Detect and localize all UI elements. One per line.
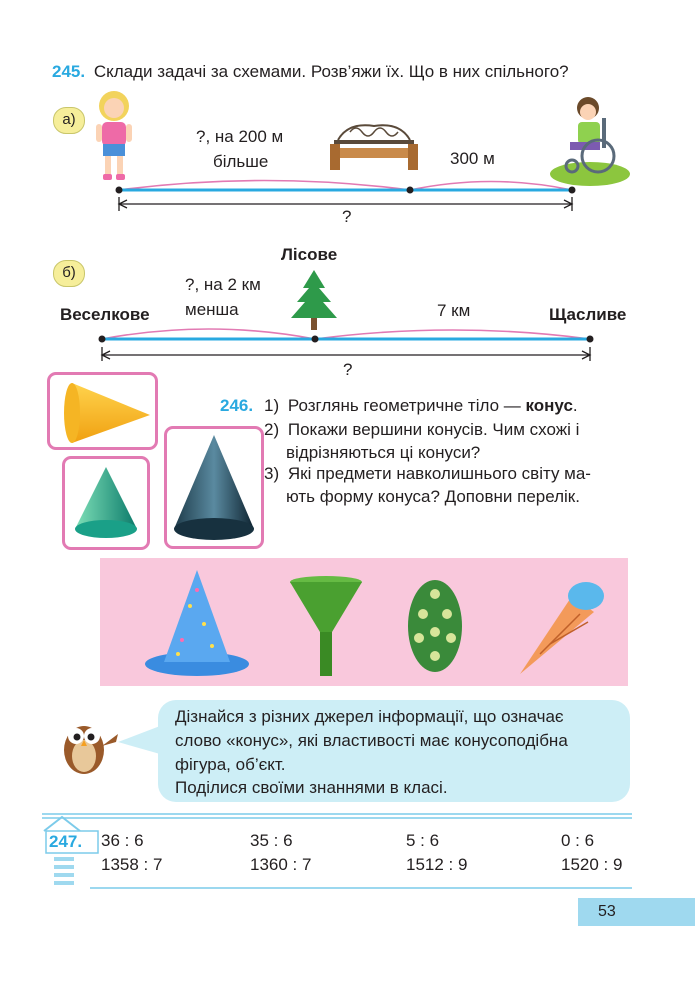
item-text-line1: Які предмети навколишнього світу ма- — [287, 464, 591, 483]
bubble-tail — [118, 724, 162, 756]
yellow-cone — [50, 375, 155, 447]
info-bubble — [158, 700, 630, 802]
bench-illustration — [328, 118, 420, 174]
expr-r2c3: 1512 : 9 — [406, 855, 468, 874]
item-number: 1) — [264, 396, 280, 415]
expr-r1c2: 35 : 6 — [250, 831, 293, 850]
page-number: 53 — [598, 903, 616, 920]
cone-box-yellow — [47, 372, 158, 450]
b-segment2-label: 7 км — [437, 301, 471, 320]
page-number-tab — [578, 898, 695, 926]
item-text-line2: відрізняються ці конуси? — [286, 443, 481, 462]
cone-box-green — [62, 456, 150, 550]
funnel — [286, 576, 366, 678]
b-segment1-label-line2: менша — [185, 300, 239, 319]
a-total-label: ? — [342, 207, 352, 226]
info-line-3: фігура, об’єкт. — [175, 755, 286, 774]
task-245-heading — [52, 62, 569, 82]
item-number: 3) — [264, 464, 280, 483]
task-246-item-2 — [264, 420, 644, 463]
item-text-line1: Покажи вершини конусів. Чим схожі і — [287, 420, 580, 439]
item-text-end: . — [572, 396, 578, 415]
diagram-b — [93, 323, 601, 363]
task-246-item-1 — [264, 396, 578, 416]
middle-place-label: Лісове — [281, 245, 338, 264]
task-246-number: 246. — [220, 396, 254, 415]
expr-r2c4: 1520 : 9 — [561, 855, 623, 874]
expr-r2c1: 1358 : 7 — [101, 855, 163, 874]
ice-cream-cone — [510, 566, 610, 678]
b-segment1-label-line1: ?, на 2 км — [185, 275, 261, 294]
task-247-number: 247. — [49, 832, 83, 851]
task-number: 245. — [52, 62, 86, 81]
expr-r1c4: 0 : 6 — [561, 831, 595, 850]
info-line-1: Дізнайся з різних джерел інформації, що означає — [175, 707, 564, 726]
cone-box-dark — [164, 426, 264, 549]
dark-cone — [167, 429, 261, 546]
house-icon — [42, 815, 102, 893]
girl-illustration — [90, 88, 138, 186]
a-segment1-label-line1: ?, на 200 м — [196, 127, 284, 146]
wheelchair-boy-illustration — [546, 94, 632, 186]
part-a-label: а) — [53, 107, 85, 134]
expr-r1c1: 36 : 6 — [101, 831, 144, 850]
a-segment2-label: 300 м — [450, 149, 495, 168]
party-hat — [142, 566, 252, 678]
right-place-label: Щасливе — [549, 305, 627, 324]
task-246-item-3 — [264, 464, 644, 507]
task-text: Склади задачі за схемами. Розв’яжи їх. Що в них спільного? — [93, 62, 569, 81]
part-b-label: б) — [53, 260, 85, 287]
info-line-2: слово «конус», які властивості має конусоподібна — [175, 731, 568, 750]
item-text-line2: ють форму конуса? Доповни перелік. — [286, 487, 580, 506]
item-bold-term: конус — [525, 396, 573, 415]
cone-objects-panel — [100, 558, 628, 686]
expr-r2c2: 1360 : 7 — [250, 855, 312, 874]
green-cone — [65, 459, 147, 547]
a-segment1-label-line2: більше — [213, 152, 269, 171]
task-247-lines — [42, 810, 632, 892]
left-place-label: Веселкове — [60, 305, 150, 324]
item-text: Розглянь геометричне тіло — — [287, 396, 526, 415]
item-number: 2) — [264, 420, 280, 439]
expr-r1c3: 5 : 6 — [406, 831, 440, 850]
owl-illustration — [56, 712, 122, 776]
pine-cone — [405, 574, 465, 678]
info-line-4: Поділися своїми знаннями в класі. — [175, 778, 448, 797]
b-total-label: ? — [343, 360, 353, 379]
